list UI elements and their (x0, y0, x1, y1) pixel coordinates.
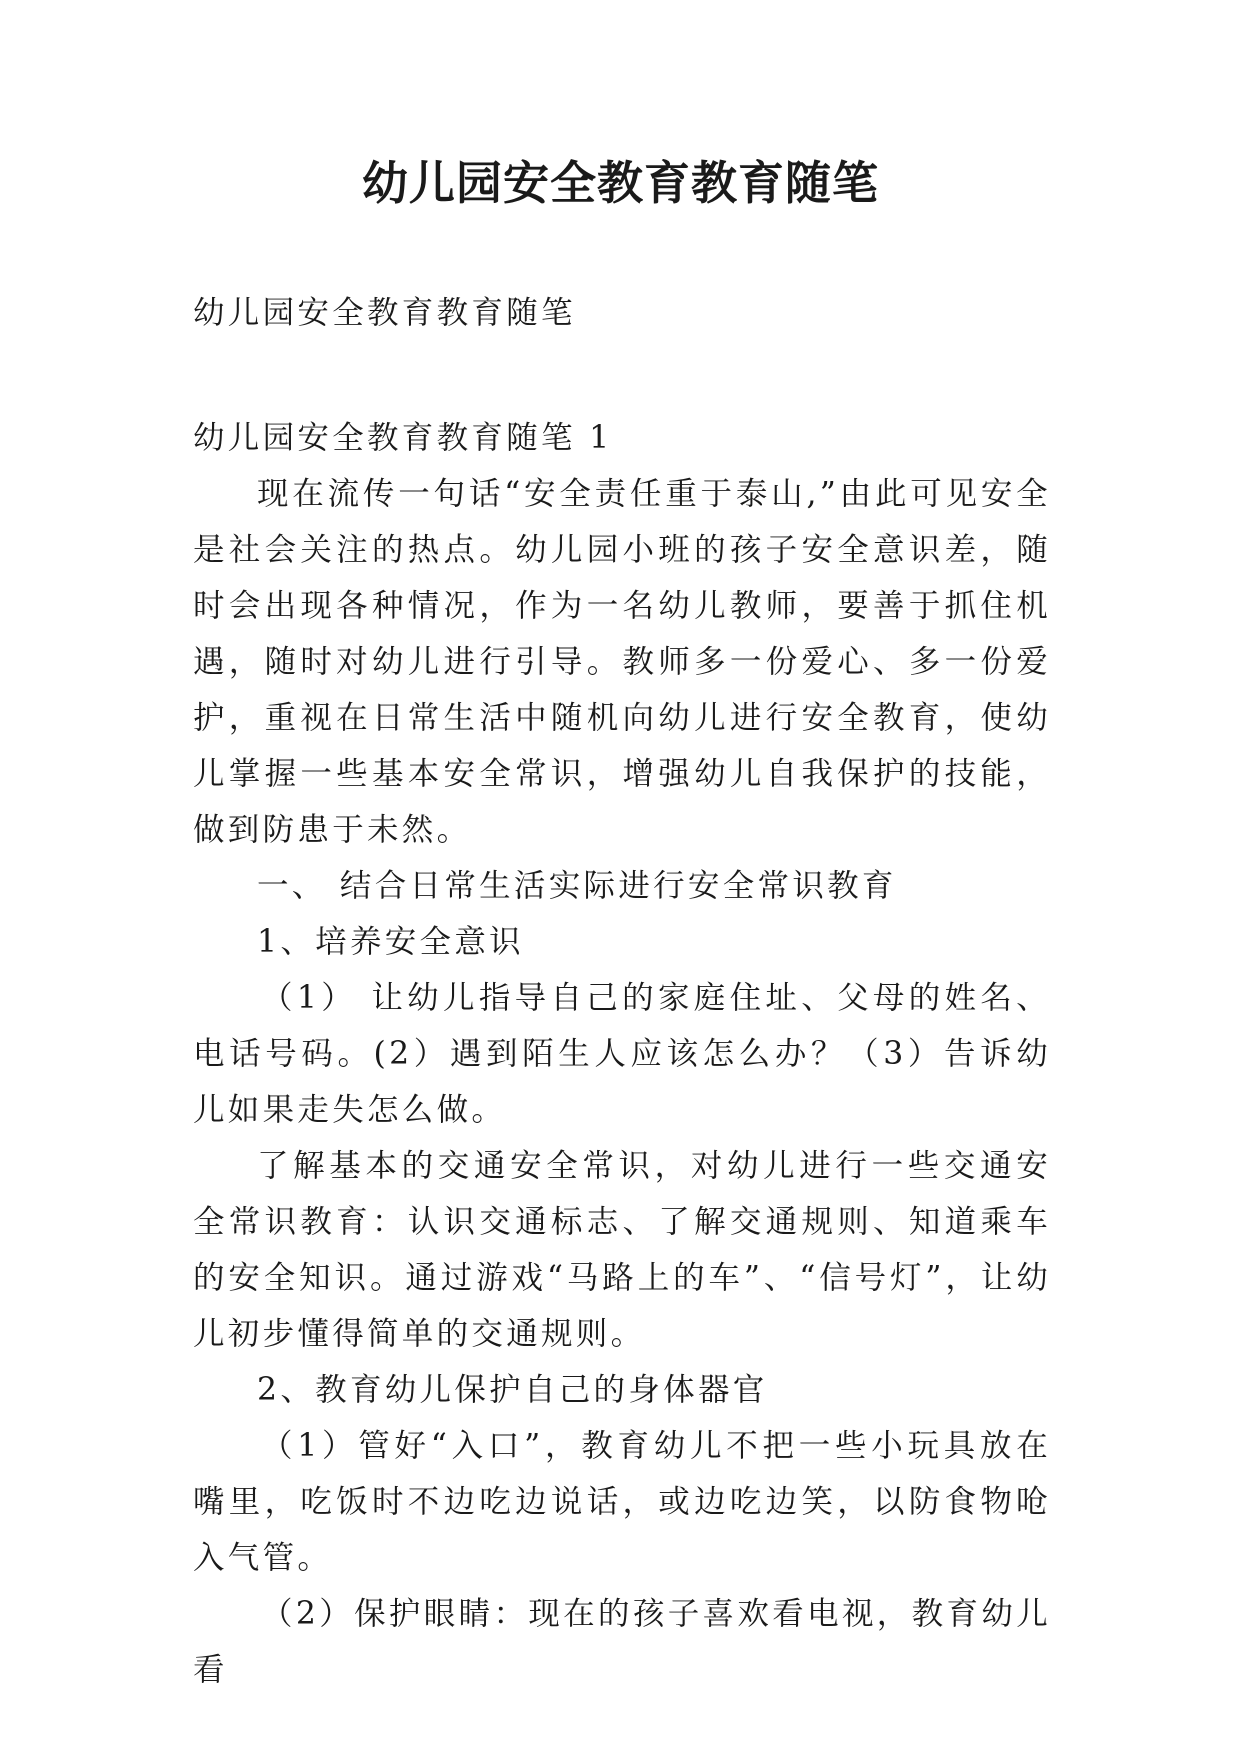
document-body (193, 285, 1051, 1698)
heading-part-one: 一、 结合日常生活实际进行安全常识教育 (257, 868, 897, 904)
heading-body-protection: 2、教育幼儿保护自己的身体器官 (257, 1372, 768, 1408)
paragraph-eye-protection: （2）保护眼睛：现在的孩子喜欢看电视，教育幼儿看 (193, 1596, 1051, 1688)
paragraph-intro: 现在流传一句话“安全责任重于泰山,”由此可见安全是社会关注的热点。幼儿园小班的孩子安全意识差，随时会出现各种情况，作为一名幼儿教师，要善于抓住机遇，随时对幼儿进行引导。教师多一份爱心、多一份爱护，重视在日常生活中随机向幼儿进行安全教育，使幼儿掌握一些基本安全常识，增强幼儿自我保护的技能，做到防患于未然。 (193, 476, 1051, 848)
paragraph-mouth-protection: （1）管好“入口”，教育幼儿不把一些小玩具放在嘴里，吃饭时不边吃边说话，或边吃边笑，以防食物呛入气管。 (193, 1428, 1051, 1576)
paragraph-traffic-safety: 了解基本的交通安全常识，对幼儿进行一些交通安全常识教育：认识交通标志、了解交通规则、知道乘车的安全知识。通过游戏“马路上的车”、“信号灯”，让幼儿初步懂得简单的交通规则。 (193, 1148, 1051, 1352)
document-subtitle: 幼儿园安全教育教育随笔 (193, 295, 576, 331)
paragraph-safety-items: （1） 让幼儿指导自己的家庭住址、父母的姓名、电话号码。(2）遇到陌生人应该怎么办？（3）告诉幼儿如果走失怎么做。 (193, 980, 1051, 1128)
heading-safety-awareness: 1、培养安全意识 (257, 924, 524, 960)
section-heading: 幼儿园安全教育教育随笔 1 (193, 420, 613, 456)
document-title: 幼儿园安全教育教育随笔 (362, 156, 879, 210)
